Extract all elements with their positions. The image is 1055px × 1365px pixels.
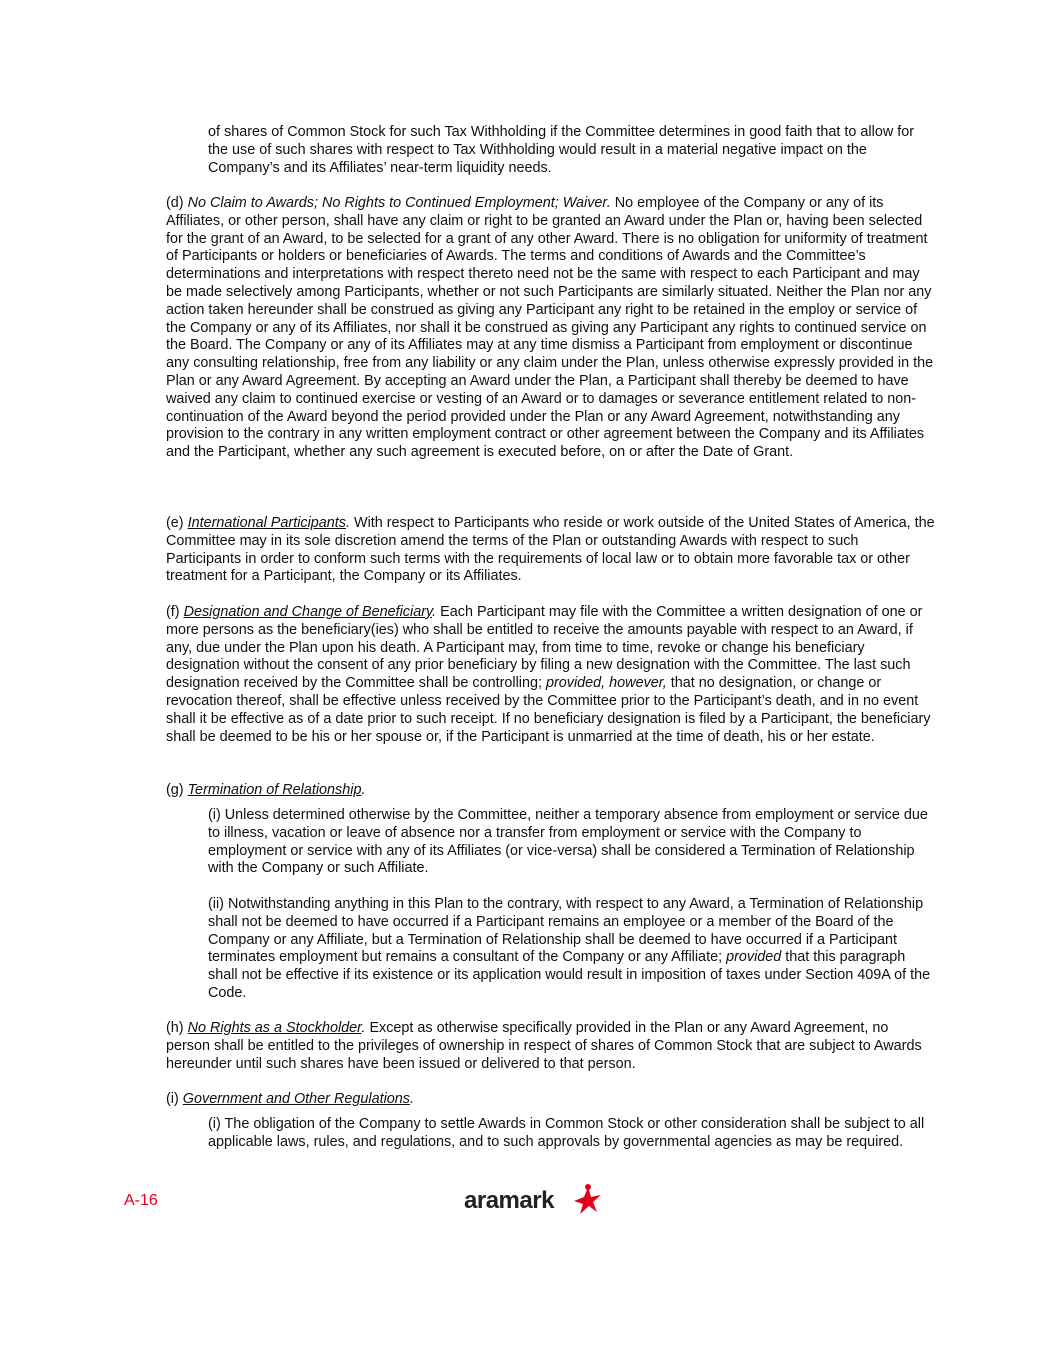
section-i-label: (i) bbox=[166, 1091, 179, 1107]
section-d-body: No employee of the Company or any of its Affiliates, or other person, shall have any claim or right to be granted an Award under the Plan or, having been selected for the grant of an Award, to be selected for a grant of any other Award. There is no obligation for uniformity of treatment of Participants or holders or beneficiaries of Awards. The terms and conditions of Awards and the Committee’s determinations and interpretations with respect thereto need not be the same with respect to each Participant and may be made selectively among Participants, whether or not such Participants are similarly situated. Neither the Plan nor any action taken hereunder shall be construed as giving any Participant any right to be retained in the employ or service of the Company or any of its Affiliates, nor shall it be construed as giving any Participant any rights to continued service on the Board. The Company or any of its Affiliates may at any time dismiss a Participant from employment or discontinue any consulting relationship, free from any liability or any claim under the Plan, unless otherwise expressly provided in the Plan or any Award Agreement. By accepting an Award under the Plan, a Participant shall thereby be deemed to have waived any claim to continued exercise or vesting of an Award or to damages or severance entitlement related to non-continuation of the Award beyond the period provided under the Plan or any Award Agreement, notwithstanding any provision to the contrary in any written employment contract or other agreement between the Company and its Affiliates and the Participant, whether any such agreement is executed before, on or after the Date of Grant. bbox=[166, 195, 934, 461]
section-f-label: (f) bbox=[166, 604, 180, 620]
continued-paragraph: of shares of Common Stock for such Tax Withholding if the Committee determines in good faith that to allow for the use of such shares with respect to Tax Withholding would result in a material negative impact on the Company’s and its Affiliates’ near-term liquidity needs. bbox=[208, 124, 915, 176]
section-g-ii bbox=[208, 896, 936, 1003]
section-h: (h) No Rights as a Stockholder. Except as otherwise specifically provided in the Plan or any Award Agreement, no person shall be entitled to the privileges of ownership in respect of shares of Common Stock that are subject to Awards hereunder until such shares have been issued or delivered to that person. bbox=[166, 1020, 922, 1072]
aramark-logo bbox=[462, 1181, 602, 1221]
section-g-heading: Termination of Relationship bbox=[187, 782, 362, 798]
section-h-body: Except as otherwise specifically provided in the Plan or any Award Agreement, no person shall be entitled to the privileges of ownership in respect of shares of Common Stock that are subject to Awards hereunder until such shares have been issued or delivered to that person. bbox=[166, 1020, 922, 1072]
section-g-ii-body-1: (ii) Notwithstanding anything in this Plan to the contrary, with respect to any Award, a Termination of Relationship shall not be deemed to have occurred if a Participant remains an employee or a member of the Board of the Company or any Affiliate, but a Termination of Relationship shall be deemed to have occurred if a Participant terminates employment but remains a consultant of the Company or any Affiliate; bbox=[208, 896, 924, 966]
section-g-label: (g) bbox=[166, 782, 184, 798]
section-e-label: (e) bbox=[166, 515, 184, 531]
section-g-i: (i) Unless determined otherwise by the Committee, neither a temporary absence from employment or service due to illness, vacation or leave of absence nor a transfer from employment or service with the Company to employment or service with any of its Affiliates (or vice-versa) shall be considered a Termination of Relationship with the Company or such Affiliate. bbox=[208, 807, 928, 877]
section-g-ii-proviso: provided bbox=[726, 949, 782, 966]
star-figure-icon bbox=[574, 1184, 601, 1214]
section-f-body-2: that no designation, or change or revocation thereof, shall be effective unless received by the Committee prior to the Participant’s death, and in no event shall it be effective as of a date prior to such receipt. If no beneficiary designation is filed by a Participant, the beneficiary shall be deemed to be his or her spouse or, if the Participant is unmarried at the time of death, his or her estate. bbox=[166, 675, 931, 745]
section-f-body-1: Each Participant may file with the Committee a written designation of one or more persons as the beneficiary(ies) who shall be entitled to receive the amounts payable with respect to an Award, if any, due under the Plan upon his death. A Participant may, from time to time, revoke or change his beneficiary designation without the consent of any prior beneficiary by filing a new designation with the Committee. The last such designation received by the Committee shall be controlling; bbox=[166, 604, 923, 692]
section-e-body: With respect to Participants who reside or work outside of the United States of America, the Committee may in its sole discretion amend the terms of the Plan or outstanding Awards with respect to such Participants in order to conform such terms with the requirements of local law or to obtain more favorable tax or other treatment for a Participant, the Company or its Affiliates. bbox=[166, 515, 935, 585]
section-f-proviso: provided, however, bbox=[545, 675, 667, 692]
section-i-i: (i) The obligation of the Company to settle Awards in Common Stock or other consideration shall be subject to all applicable laws, rules, and regulations, and to such approvals by governmental agencies as may be required. bbox=[208, 1116, 925, 1150]
section-h-label: (h) bbox=[166, 1020, 184, 1036]
section-g-ii-body-2: that this paragraph shall not be effective if its existence or its application would result in imposition of taxes under Section 409A of the Code. bbox=[208, 949, 931, 1001]
page-number: A-16 bbox=[124, 1192, 158, 1209]
section-d bbox=[166, 195, 936, 462]
section-f: (f) Designation and Change of Beneficiary. Each Participant may file with the Committee a written designation of one or more persons as the beneficiary(ies) who shall be entitled to receive the amounts payable with respect to an Award, if any, due under the Plan upon his death. A Participant may, from time to time, revoke or change his beneficiary designation without the consent of any prior beneficiary by filing a new designation with the Committee. The last such designation received by the Committee shall be controlling; provided, however, that no designation, or change or revocation thereof, shall be effective unless received by the Committee prior to the Participant’s death, and in no event shall it be effective as of a date prior to such receipt. If no beneficiary designation is filed by a Participant, the beneficiary shall be deemed to be his or her spouse or, if the Participant is unmarried at the time of death, his or her estate. bbox=[166, 604, 931, 745]
section-d-label: (d) bbox=[166, 195, 184, 211]
section-h-heading: No Rights as a Stockholder bbox=[187, 1020, 362, 1036]
section-i: (i) Government and Other Regulations. bbox=[166, 1091, 414, 1107]
section-i-heading: Government and Other Regulations bbox=[182, 1091, 410, 1107]
section-g: (g) Termination of Relationship. bbox=[166, 782, 366, 798]
section-d-heading: No Claim to Awards; No Rights to Continued Employment; Waiver. bbox=[187, 195, 611, 211]
section-e-heading: International Participants bbox=[187, 515, 346, 531]
logo-wordmark: aramark bbox=[464, 1187, 554, 1214]
section-e: (e) International Participants. With respect to Participants who reside or work outside of the United States of America, the Committee may in its sole discretion amend the terms of the Plan or outstanding Awards with respect to such Participants in order to conform such terms with the requirements of local law or to obtain more favorable tax or other treatment for a Participant, the Company or its Affiliates. bbox=[166, 515, 935, 585]
section-f-heading: Designation and Change of Beneficiary bbox=[183, 604, 433, 620]
